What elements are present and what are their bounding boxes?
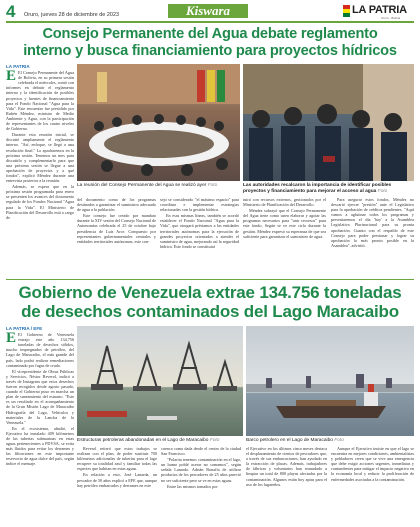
oil-structures-photo [77, 326, 243, 436]
meeting-photo-caption [77, 183, 240, 189]
article1-col5-p1: Para asegurar estos fondos, Méndez no descartó ejercer "presión" ante el Legislativo para la aprobación de créditos pendientes. "Aquí vamos a aglutinar todos los programas y presentaremos el día 'hoy' a la Asamblea Legislativa Plurinacional para su pronta aprobación. Cuanto con el respaldo de este Consejo para poder presionar y lograr su aprobación lo más pronto posible en la Asamblea", advirtió. [331, 197, 414, 248]
meeting-caption-text: La reunión del Consejo Permanente del Agua se realizó ayer [77, 183, 207, 188]
article2-col2 [77, 446, 157, 524]
article2-col2-p2: En relación a esto, José Lanarda, un pescador de 50 años explicó a EFE que, aunque hay petróleo embarcados y derrames en este [77, 472, 157, 488]
drop-cap: E [6, 68, 17, 85]
article2-col1-p2: El vicepresidente de Obras Públicas y Servicios, Néstor Reverol, indicó a través de Instagram que estos desechos fueron recogidos desde agosto pasado, cuando el Gobierno puso en marcha un plan de saneamiento del estuario. "Este es un resultado en el acompañamiento de la Gran Misión Lago de Maracaibo Hidrografía del Lago, Vehículos y materiales de la Lancha de la Venezuela." [6, 368, 74, 425]
article1-headline-line1: Consejo Permanente del Agua debate reglamento [42, 26, 378, 42]
article1-col2-p2: Este consejo fue creado por mandato durante la XIV sesión del Consejo Nacional de Autonomías celebrada el 25 de octubre bajo presidencia de Luis Arce. Compuesto por representantes gubernamentales centrales y entidades territoriales autónomas, este con- [77, 213, 156, 244]
article1-col1-p3: Además, se espera que en la próxima sesión programada para enero se presenten los avances del documento regulado de los Fondos Nacional "Agua para la Vida". El Ministerio de Planificación del Desarrollo está a cargo de [6, 184, 74, 220]
article1-col4-p1: tuirá con recursos externos, gestionados por el Ministerio de Planificación del Desarrollo. [243, 197, 326, 208]
article2-headline-line1: Gobierno de Venezuela extrae 134.756 toneladas [18, 283, 402, 302]
brand-name: LA PATRIA [352, 4, 407, 16]
article1-col4-p2: Méndez subrayó que el Consejo Permanente del Agua tiene como tarea elaborar y agotar las programas necesarios para "unir recursos" para este fondo. Según se ve este ciclo durante la gestión. Méndez expresó su esperanza de que sea suficiente para garantizar el suministro de agua. [243, 208, 326, 239]
meeting-caption-source: Foto [207, 183, 218, 188]
authorities-photo [243, 64, 414, 181]
article2-col4 [246, 446, 327, 524]
brand-logo [343, 4, 415, 20]
article1-col5 [331, 197, 414, 276]
article1-headline [6, 26, 414, 60]
brand-subtitle: Oruro - Bolivia [381, 16, 401, 20]
article1-col3-p1: sejo se considerado "el máximo espacio" para coordinar e implementar estrategias relacionadas con la gestión hídrica. [160, 197, 239, 213]
tanker-photo [246, 326, 414, 436]
article1-col1-p1: El Consejo Permanente del Agua de Bolivia, en su primera sesión celebrada el miércoles, contó con informes en debatir el reglamento interno y la identificación de posibles proyectos y fuentes de financiamiento para el Fondo Nacional "Agua para la Vida". Este encuentro fue presidido por Rubén Méndez, ministro de Medio Ambiente y Agua, con la participación de representantes de los cuatro niveles de Gobierno. [6, 70, 74, 132]
article2-headline-line2: de desechos contaminados del Lago Maracaibo [21, 302, 399, 321]
article1-col1-p2: Durante esta reunión inicial, se discutió ampliamente el reglamento interno. "Así, enfoque, se llegó a una resolución final." Lo aprobaremos en la próxima sesión. Tenemos un mes para discutirlo y complementarlo para que una próxima sesión se llegue a una aprobación de proyectos y a qué fondos", explicó Méndez durante una entrevista posterior a la reunión. [6, 132, 74, 184]
article2-byline: LA PATRIA / EFE [6, 326, 43, 331]
article1-col3-p2: En esas mismas líneas, también se acordó establecer el Fondo Nacional "Agua para la Vida", que otorgará préstamos a las entidades territoriales autónomas para la ejecución de grandes proyectos orientados a atender el suministro de agua, mejorando así la seguridad hídrica. Este fondo se constituirá [160, 213, 239, 249]
meeting-photo [77, 64, 240, 181]
section-title: Kiswara [168, 4, 248, 18]
article2-col1-p1: El Gobierno de Venezuela extrajo este año 134.756 toneladas de desechos sólidos, mucho impregnados de petróleo, del Lago de Maracaibo, el más grande del país, lado podrá realizar remediaciones contaminado por fugas de crudo. [6, 332, 74, 368]
article2-col3 [161, 446, 241, 524]
authorities-photo-caption [243, 183, 414, 195]
article-divider [6, 279, 414, 280]
page-number: 4 [6, 2, 16, 21]
article2-col3-p2: "Polarita tenemos contaminación en el lago, un humo poblé acerar no comamos", según señala Lanardo. Adrián Bonafía de utilizar productos de los pescadores de 25 años pareció no ser suficiente pero se ve en estas aguas. [161, 457, 241, 483]
tanker-caption-text: Barco petrolero en el Lago de Maracaibo [246, 438, 333, 443]
article2-col2-p1: Reverol reiteró que estos trabajos se realizan con el plan, de poder sustituir 700 kilómetros adicionales de tuberías para el lago recupere su totalidad azul y familiar todas las especies que habitan en estas aguas. [77, 446, 157, 472]
authorities-caption-source: Foto [377, 189, 388, 194]
article2-col1-p3: En el ecosistema, añadió, el Ejecutivo ha instalado 409 kilómetros de las tuberías submarinas en estas aguas pertenecientes a PDVSA, se evita más fluidos para evitar los derrames y las filtraciones en este importante reservorio de agua dulce del país, según índice el mensaje. [6, 425, 74, 467]
flag-icon [343, 5, 350, 17]
article2-col3-p3: Entre las mismos tomados por [167, 483, 218, 489]
article2-headline [6, 283, 414, 321]
meeting-photo-illustration [77, 64, 240, 181]
authorities-caption-text: Las autoridades recalcaron la importancia de identificar posibles proyectos y financiamiento para mejorar el acceso al agua [243, 183, 392, 194]
article1-col2 [77, 197, 156, 276]
article2-col3-p1: cuenca como dada desde el centro de la ciudad San Francisco. [161, 446, 241, 457]
article2-col4-p1: el Ejecutivo en los últimos cinco meses destaca el desplazamiento de cientos de pescadores que, a través de sus embarcaciones, han ayudado en la extracción de placas. Además, trabajadores de fábricas y voluntarios han reanudado a limpiar un total de 800 playas afectadas por la contaminación. Algunos están hoy aptas para el uso de los lugareños. [246, 446, 327, 487]
article1-col2-p1: del documento como de los programas destinados a garantizar el suministro adecuado de agua a la población. [77, 197, 156, 213]
drop-cap: E [6, 330, 17, 347]
authorities-photo-illustration [243, 64, 414, 181]
tanker-caption [246, 438, 414, 444]
tanker-photo-illustration [246, 326, 414, 436]
article2-col1 [6, 326, 74, 524]
oil-structures-caption-text: Estructuras petroleras abandonadas en el Lago de Maracaibo [77, 438, 209, 443]
article1-col3 [160, 197, 239, 276]
tanker-caption-source: Foto [334, 438, 344, 443]
article1-col4 [243, 197, 326, 276]
article2-col5 [331, 446, 414, 524]
article1-byline: LA PATRIA [6, 64, 30, 69]
article1-col1 [6, 64, 74, 276]
oil-structures-photo-illustration [77, 326, 243, 436]
oil-structures-caption [77, 438, 243, 444]
article1-headline-line2: interno y busca financiamiento para proyectos hídricos [23, 43, 397, 59]
article2-col5-p1: Aunque el Ejecutivo insiste en que el lago se encuentra en mejores condiciones, ambientalistas y pobladores creen que se vive una emergencia que debe exigir acciones urgentes, inmediatas y contundentes para mitigar el impacto negativo en la economía local y reducir la proliferación de enfermedades asociadas a la contaminación. [331, 446, 414, 482]
oil-structures-caption-source: Foto [209, 438, 220, 443]
header-rule [6, 21, 414, 23]
date-line: Oruro, jueves 28 de diciembre de 2023 [24, 12, 120, 18]
